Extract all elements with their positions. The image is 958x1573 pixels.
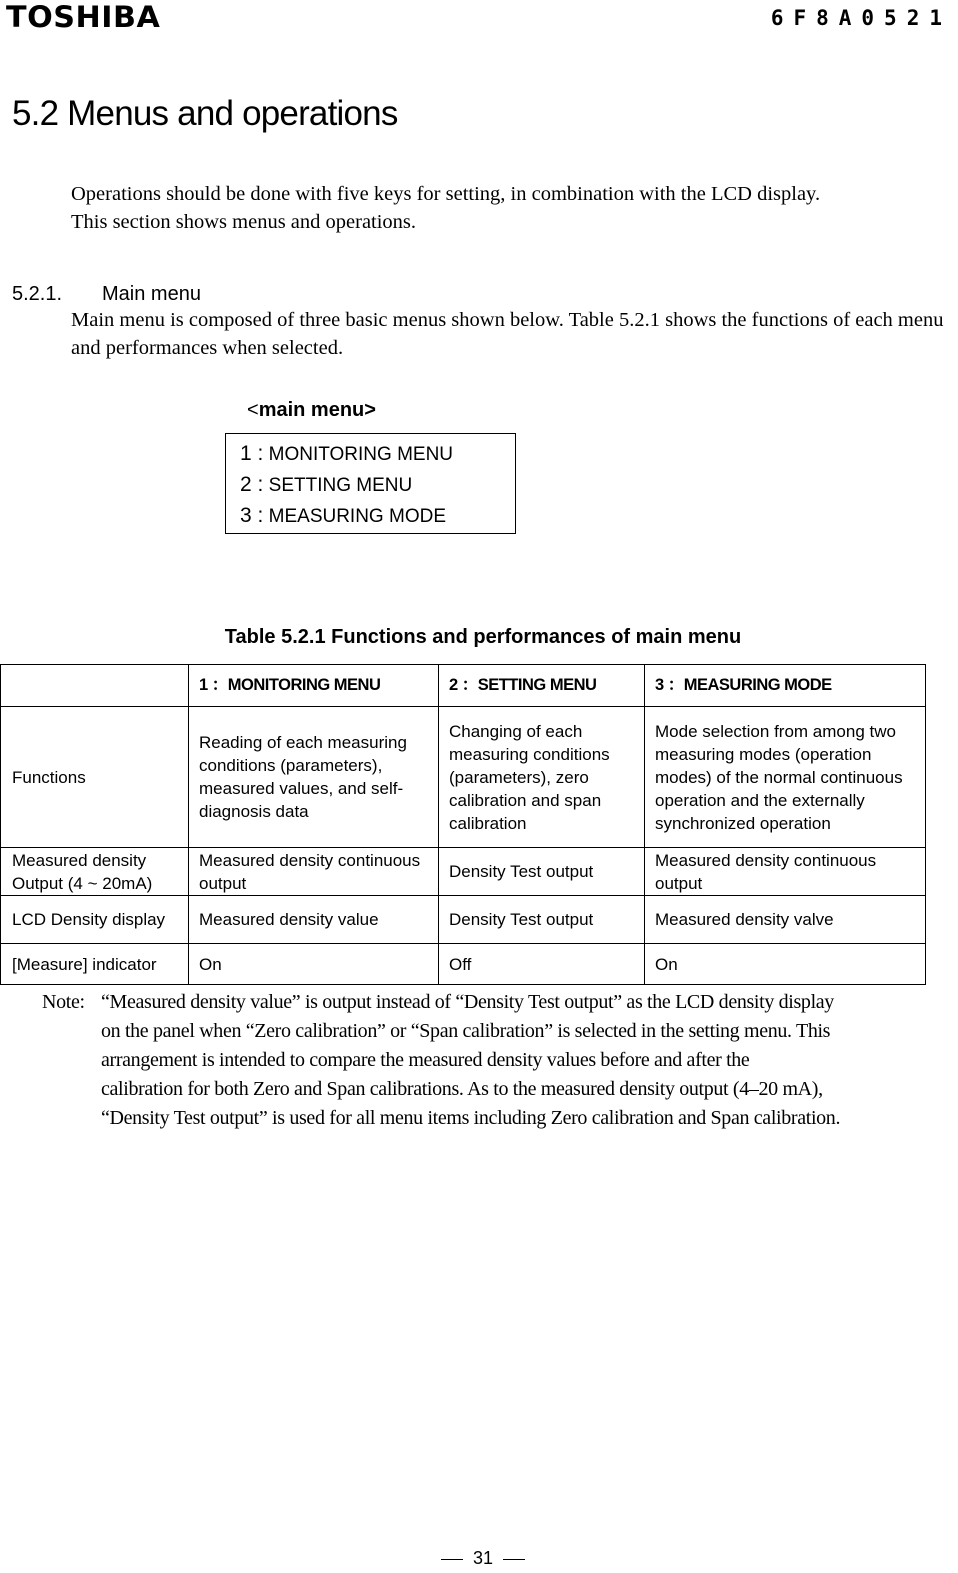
main-menu-item-monitoring: [240, 439, 515, 470]
note-line: “Density Test output” is used for all menu items including Zero calibration and Span calibration.: [101, 1107, 841, 1129]
menu-item-label: SETTING MENU: [268, 475, 413, 496]
note-body: [101, 988, 956, 1133]
note-label: Note:: [42, 991, 85, 1013]
section-intro: [71, 180, 820, 236]
table-row-label: [Measure] indicator: [1, 944, 189, 985]
page-footer: [0, 1546, 958, 1570]
main-menu-item-measuring: [240, 501, 515, 532]
table-row-label: LCD Density display: [1, 896, 189, 944]
table-cell: On: [645, 944, 926, 985]
table-header-row: [1, 665, 926, 707]
footer-dash-right: [503, 1559, 525, 1560]
note-line: calibration for both Zero and Span calibrations. As to the measured density output (4–20 mA),: [101, 1078, 823, 1100]
table-caption: Table 5.2.1 Functions and performances of main menu: [224, 626, 742, 648]
subsection-number: 5.2.1.: [12, 283, 63, 305]
table-note: [42, 988, 956, 1133]
functions-table: [0, 664, 926, 985]
note-line: on the panel when “Zero calibration” or “Span calibration” is selected in the setting menu. This: [101, 1020, 831, 1042]
table-cell: Changing of each measuring conditions (parameters), zero calibration and span calibration: [439, 707, 645, 848]
table-cell: Reading of each measuring conditions (parameters), measured values, and self-diagnosis data: [189, 707, 439, 848]
table-header-cell: 2 ：SETTING MENU: [439, 665, 645, 707]
main-menu-title-open: <: [247, 399, 259, 421]
table-cell: Measured density value: [189, 896, 439, 944]
menu-item-label: MONITORING MENU: [268, 444, 454, 465]
table-header-cell: 1 ：MONITORING MENU: [189, 665, 439, 707]
table-header-cell: 3 ：MEASURING MODE: [645, 665, 926, 707]
table-header-cell: [1, 665, 189, 707]
note-line: “Measured density value” is output instead of “Density Test output” as the LCD density display: [101, 991, 834, 1013]
table-row-label: Measured density Output (4 ~ 20mA): [1, 848, 189, 896]
menu-item-label: MEASURING MODE: [268, 506, 446, 527]
table-cell: On: [189, 944, 439, 985]
table-row: [1, 848, 926, 896]
table-row: [1, 707, 926, 848]
subsection-heading: [12, 282, 201, 306]
intro-line-1: Operations should be done with five keys for setting, in combination with the LCD display.: [71, 183, 821, 205]
page-number: 31: [472, 1548, 494, 1568]
note-line: arrangement is intended to compare the measured density values before and after the: [101, 1049, 750, 1071]
toshiba-logo: TOSHIBA: [6, 0, 161, 34]
table-row: [1, 944, 926, 985]
main-menu-display: [225, 433, 516, 534]
table-cell: Measured density valve: [645, 896, 926, 944]
table-cell: Measured density continuous output: [645, 848, 926, 896]
intro-line-2: This section shows menus and operations.: [71, 211, 417, 233]
menu-item-number: 1 :: [240, 442, 264, 465]
table-row-label: Functions: [1, 707, 189, 848]
main-menu-title: [247, 397, 376, 423]
section-title: 5.2 Menus and operations: [12, 94, 398, 133]
table-cell: Density Test output: [439, 848, 645, 896]
main-menu-title-close: >: [364, 399, 376, 421]
footer-dash-left: [441, 1559, 463, 1560]
menu-item-number: 2 :: [240, 473, 264, 496]
subsection-title: Main menu: [102, 283, 201, 305]
table-cell: Mode selection from among two measuring modes (operation modes) of the normal continuous operation and the externally synchronized operation: [645, 707, 926, 848]
menu-item-number: 3 :: [240, 504, 264, 527]
table-row: [1, 896, 926, 944]
main-menu-item-setting: [240, 470, 515, 501]
table-cell: Density Test output: [439, 896, 645, 944]
subsection-paragraph: Main menu is composed of three basic menus shown below. Table 5.2.1 shows the functions of each menu and performances when selected.: [71, 309, 944, 359]
document-number: 6F8A0521: [770, 6, 952, 30]
main-menu-title-text: main menu: [258, 399, 365, 421]
table-cell: Off: [439, 944, 645, 985]
table-cell: Measured density continuous output: [189, 848, 439, 896]
